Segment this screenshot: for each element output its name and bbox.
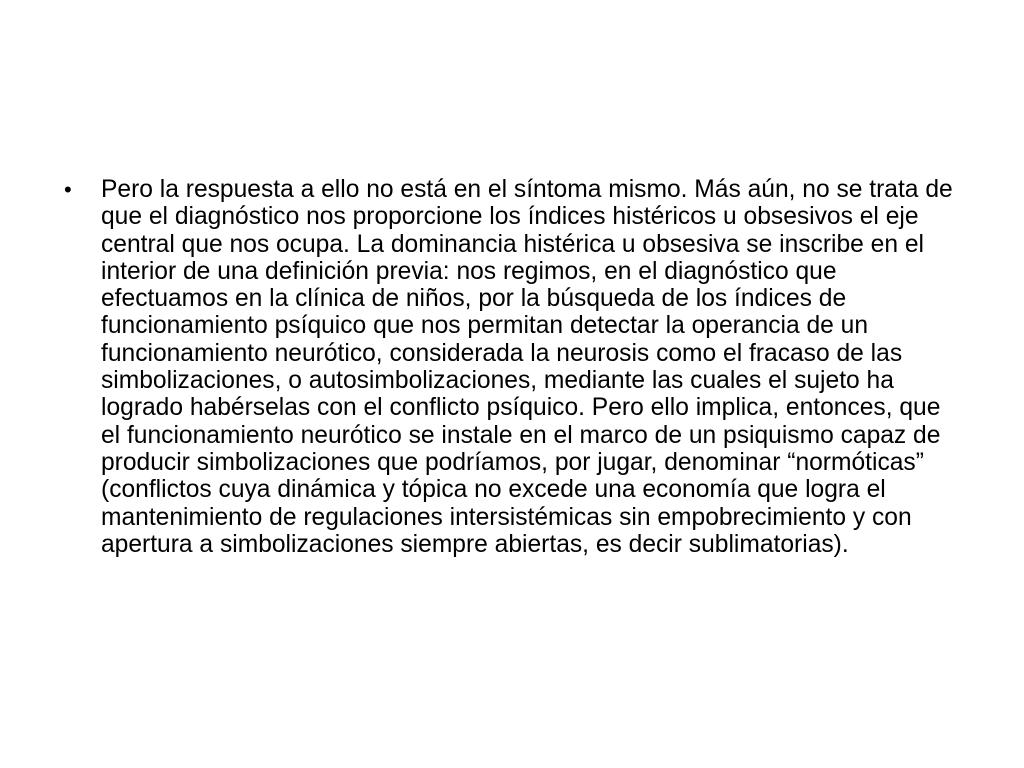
- bullet-icon: •: [64, 177, 72, 202]
- bullet-list: [60, 176, 960, 558]
- bullet-item: [60, 176, 960, 558]
- bullet-paragraph: Pero la respuesta a ello no está en el síntoma mismo. Más aún, no se trata de que el diagnóstico nos proporcione los índices histéricos u obsesivos el eje central que nos ocupa. La dominancia histérica u obsesiva se inscribe en el interior de una definición previa: nos regimos, en el diagnóstico que efectuamos en la clínica de niños, por la búsqueda de los índices de funcionamiento psíquico que nos permitan detectar la operancia de un funcionamiento neurótico, considerada la neurosis como el fracaso de las simbolizaciones, o autosimbolizaciones, mediante las cuales el sujeto ha logrado habérselas con el conflicto psíquico. Pero ello implica, entonces, que el funcionamiento neurótico se instale en el marco de un psiquismo capaz de producir simbolizaciones que podríamos, por jugar, denominar “normóticas” (conflictos cuya dinámica y tópica no excede una economía que logra el mantenimiento de regulaciones intersistémicas sin empobrecimiento y con apertura a simbolizaciones siempre abiertas, es decir sublimatorias).: [101, 176, 953, 558]
